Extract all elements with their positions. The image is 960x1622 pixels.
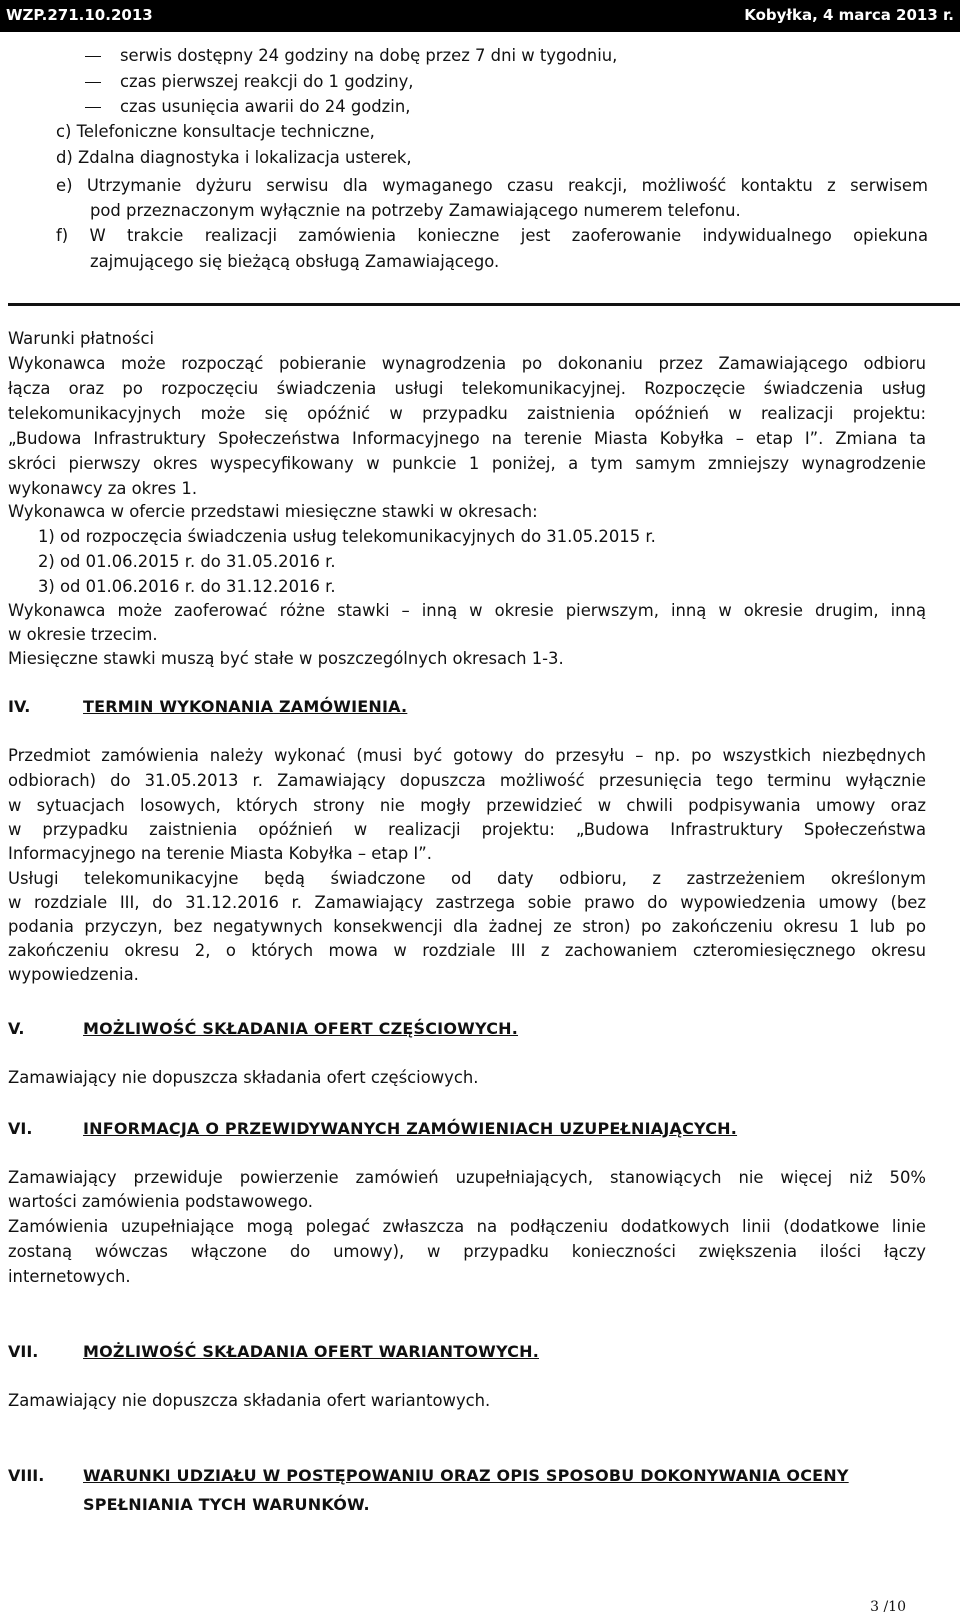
bullet-item: [120, 70, 900, 93]
paragraph-line: w przypadku zaistnienia opóźnień w realizacji projektu: „Budowa Infrastruktury Społeczeństwa: [8, 820, 926, 839]
section-number: VIII.: [8, 1466, 45, 1485]
paragraph-line: w sytuacjach losowych, których strony nie mogły przewidzieć w chwili podpisywania umowy oraz: [8, 796, 926, 815]
paragraph-line: Zamówienia uzupełniające mogą polegać zwłaszcza na podłączeniu dodatkowych linii (dodatkowe linie: [8, 1217, 926, 1236]
paragraph-line: wartości zamówienia podstawowego.: [8, 1192, 313, 1211]
list-item-d: d) Zdalna diagnostyka i lokalizacja usterek,: [56, 148, 412, 167]
bullet-text: czas pierwszej reakcji do 1 godziny,: [120, 72, 414, 91]
section-title: MOŻLIWOŚĆ SKŁADANIA OFERT CZĘŚCIOWYCH.: [83, 1019, 519, 1038]
section-title: SPEŁNIANIA TYCH WARUNKÓW.: [83, 1495, 370, 1514]
paragraph-line: Usługi telekomunikacyjne będą świadczone od daty odbioru, z zastrzeżeniem określonym: [8, 869, 926, 888]
total-pages: /10: [883, 1599, 906, 1615]
period-item-3: 3) od 01.06.2016 r. do 31.12.2016 r.: [38, 577, 336, 596]
payment-line: Wykonawca w ofercie przedstawi miesięczne stawki w okresach:: [8, 502, 538, 521]
horizontal-rule: [8, 303, 960, 306]
bullet-text: serwis dostępny 24 godziny na dobę przez 7 dni w tygodniu,: [120, 46, 618, 65]
list-item-c: c) Telefoniczne konsultacje techniczne,: [56, 122, 375, 141]
section-title: INFORMACJA O PRZEWIDYWANYCH ZAMÓWIENIACH UZUPEŁNIAJĄCYCH.: [83, 1119, 738, 1138]
period-item-1: 1) od rozpoczęcia świadczenia usług telekomunikacyjnych do 31.05.2015 r.: [38, 527, 656, 546]
dash-icon: [85, 82, 101, 83]
section-title: TERMIN WYKONANIA ZAMÓWIENIA.: [83, 697, 408, 716]
current-page: 3: [870, 1599, 880, 1615]
section-number: VI.: [8, 1119, 33, 1138]
paragraph-line: Zamawiający przewiduje powierzenie zamówień uzupełniających, stanowiących nie więcej niż 50%: [8, 1168, 926, 1187]
payment-line: Wykonawca może zaoferować różne stawki – inną w okresie pierwszym, inną w okresie drugim, inną: [8, 601, 926, 620]
dash-icon: [85, 56, 101, 57]
list-item-e-line2: pod przeznaczonym wyłącznie na potrzeby Zamawiającego numerem telefonu.: [90, 201, 741, 220]
payment-line: wykonawcy za okres 1.: [8, 479, 198, 498]
paragraph-line: w rozdziale III, do 31.12.2016 r. Zamawiający zastrzega sobie prawo do wypowiedzenia umowy (bez: [8, 893, 926, 912]
bullet-item: [120, 95, 900, 118]
paragraph-line: podania przyczyn, bez negatywnych konsekwencji dla żadnej ze stron) po zakończeniu okresu 1 lub po: [8, 917, 926, 936]
list-item-e-line1: e) Utrzymanie dyżuru serwisu dla wymaganego czasu reakcji, możliwość kontaktu z serwisem: [56, 176, 928, 195]
period-item-2: 2) od 01.06.2015 r. do 31.05.2016 r.: [38, 552, 336, 571]
payment-heading: Warunki płatności: [8, 329, 155, 348]
header-date: Kobyłka, 4 marca 2013 r.: [744, 6, 954, 24]
paragraph-line: Zamawiający nie dopuszcza składania ofert wariantowych.: [8, 1391, 491, 1410]
section-number: VII.: [8, 1342, 39, 1361]
page-number: [870, 1599, 906, 1615]
section-number: V.: [8, 1019, 25, 1038]
paragraph-line: zakończeniu okresu 2, o których mowa w rozdziale III z zachowaniem czteromiesięcznego okresu: [8, 941, 926, 960]
paragraph-line: internetowych.: [8, 1267, 131, 1286]
bullet-text: czas usunięcia awarii do 24 godzin,: [120, 97, 411, 116]
document-header-bar: [0, 0, 960, 32]
section-title: WARUNKI UDZIAŁU W POSTĘPOWANIU ORAZ OPIS SPOSOBU DOKONYWANIA OCENY: [83, 1466, 849, 1485]
dash-icon: [85, 107, 101, 108]
payment-line: Wykonawca może rozpocząć pobieranie wynagrodzenia po dokonaniu przez Zamawiającego odbioru: [8, 354, 926, 373]
paragraph-line: Informacyjnego na terenie Miasta Kobyłka – etap I”.: [8, 844, 432, 863]
reference-number: WZP.271.10.2013: [6, 6, 153, 24]
section-number: IV.: [8, 697, 31, 716]
paragraph-line: Przedmiot zamówienia należy wykonać (musi być gotowy do przesyłu – np. po wszystkich niezbędnych: [8, 746, 926, 765]
section-title: MOŻLIWOŚĆ SKŁADANIA OFERT WARIANTOWYCH.: [83, 1342, 539, 1361]
payment-line: „Budowa Infrastruktury Społeczeństwa Informacyjnego na terenie Miasta Kobyłka – etap I”. Zmiana ta: [8, 429, 926, 448]
paragraph-line: zostaną wówczas włączone do umowy), w przypadku konieczności zwiększenia ilości łączy: [8, 1242, 926, 1261]
paragraph-line: wypowiedzenia.: [8, 965, 139, 984]
bullet-item: [120, 44, 900, 67]
list-item-f-line1: f) W trakcie realizacji zamówienia konieczne jest zaoferowanie indywidualnego opiekuna: [56, 226, 928, 245]
payment-line: w okresie trzecim.: [8, 625, 158, 644]
payment-line: łącza oraz po rozpoczęciu świadczenia usługi telekomunikacyjnej. Rozpoczęcie świadczenia usług: [8, 379, 926, 398]
payment-line: skróci pierwszy okres wyspecyfikowany w punkcie 1 poniżej, a tym samym zmniejszy wynagrodzenie: [8, 454, 926, 473]
paragraph-line: Zamawiający nie dopuszcza składania ofert częściowych.: [8, 1068, 479, 1087]
payment-line: Miesięczne stawki muszą być stałe w poszczególnych okresach 1-3.: [8, 649, 564, 668]
payment-line: telekomunikacyjnych może się opóźnić w przypadku zaistnienia opóźnień w realizacji projektu:: [8, 404, 926, 423]
paragraph-line: odbiorach) do 31.05.2013 r. Zamawiający dopuszcza możliwość przesunięcia tego terminu wyłącznie: [8, 771, 926, 790]
list-item-f-line2: zajmującego się bieżącą obsługą Zamawiającego.: [90, 252, 500, 271]
